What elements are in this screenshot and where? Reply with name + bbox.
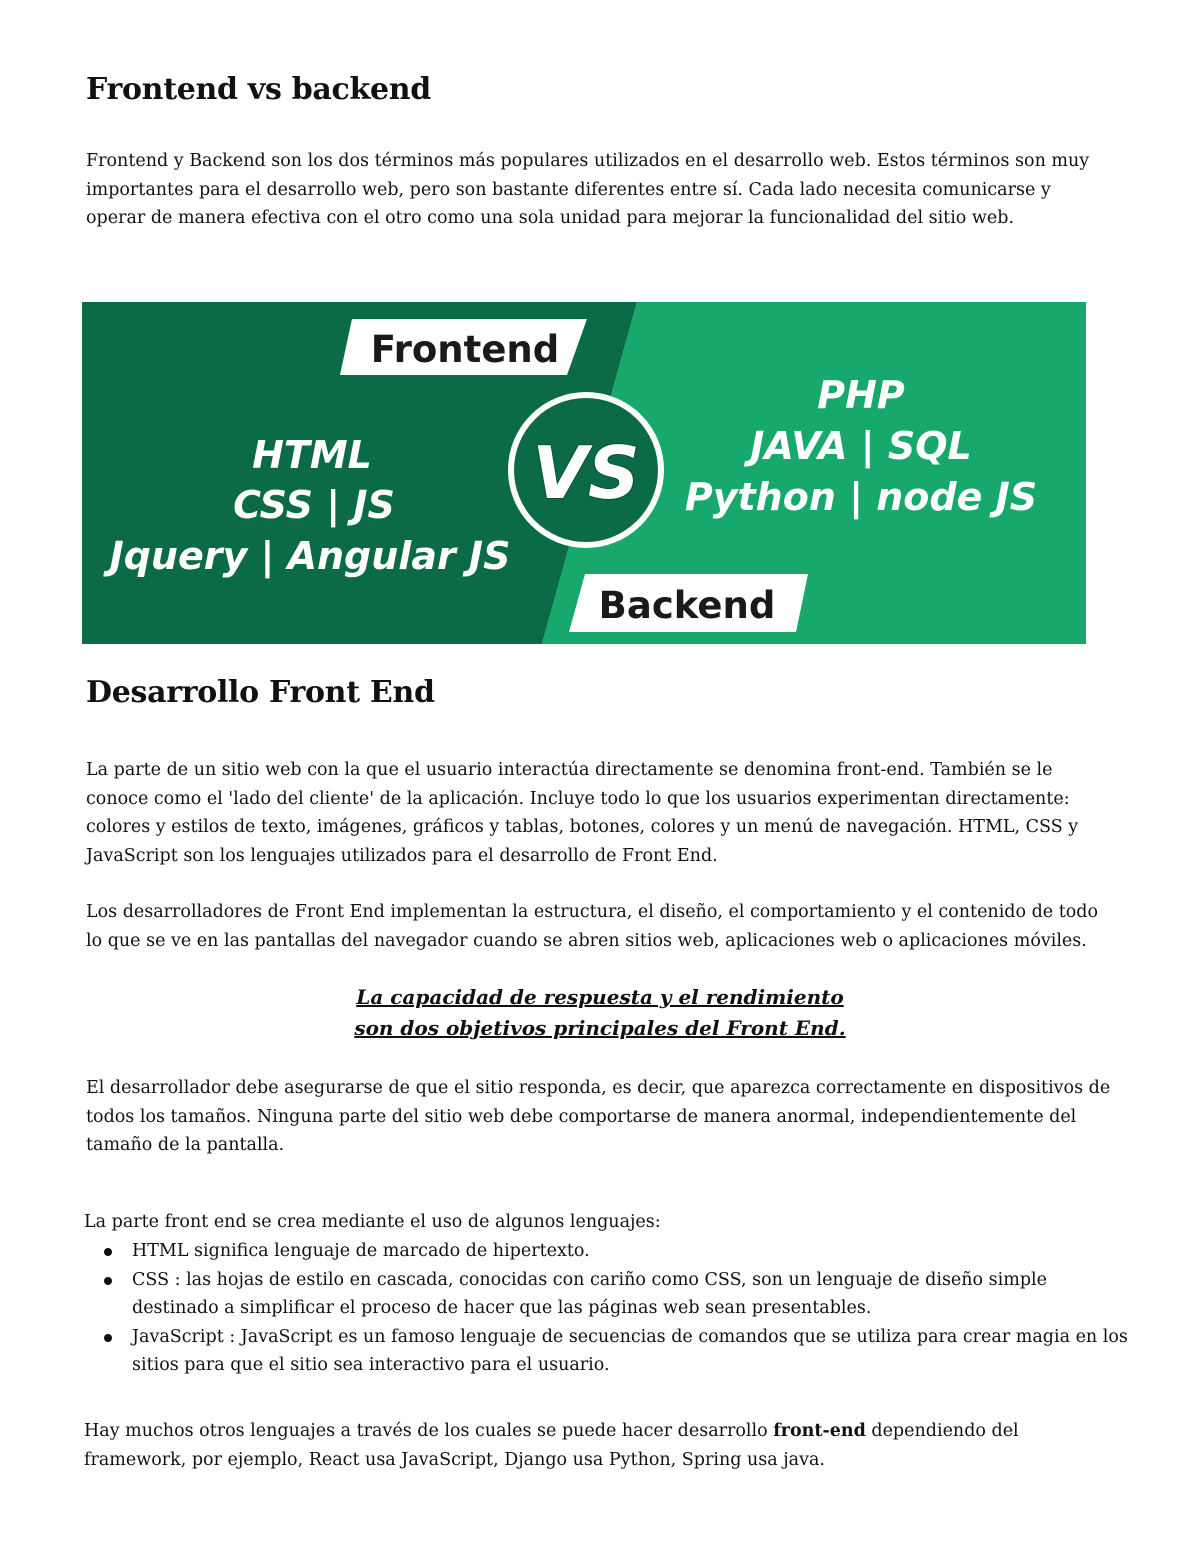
frontend-developers-paragraph: Los desarrolladores de Front End implementan la estructura, el diseño, el comportamiento y el contenido de todo lo que se ve en las pantallas del navegador cuando se abren sitios web, aplicaciones web o aplicaciones móviles. [86, 902, 1099, 951]
heading-desarrollo-front-end: Desarrollo Front End [86, 675, 435, 710]
backend-tech-line-3: Python | node JS [684, 475, 1038, 519]
list-item [104, 1323, 1134, 1380]
final-text-bold: front-end [773, 1421, 866, 1441]
vs-label: VS [532, 431, 640, 515]
bullet-icon [104, 1248, 112, 1256]
frontend-tech-line-1: HTML [252, 433, 372, 477]
bullet-icon [104, 1334, 112, 1342]
languages-list [104, 1237, 1134, 1380]
backend-tag-label: Backend [598, 584, 776, 627]
heading-frontend-vs-backend: Frontend vs backend [86, 72, 431, 107]
backend-tech-line-2: JAVA | SQL [750, 424, 972, 468]
list-item-text: CSS : las hojas de estilo en cascada, conocidas con cariño como CSS, son un lenguaje de diseño simple destinado a simplificar el proceso de hacer que las páginas web sean presentables. [132, 1269, 1047, 1318]
bullet-icon [104, 1277, 112, 1285]
final-text-after: dependiendo del framework, por ejemplo, React usa JavaScript, Django usa Python, Spring usa java. [84, 1421, 1019, 1470]
frontend-definition-paragraph: La parte de un sitio web con la que el usuario interactúa directamente se denomina front-end. También se le conoce como el 'lado del cliente' de la aplicación. Incluye todo lo que los usuarios experimentan directamente: colores y estilos de texto, imágenes, gráficos y tablas, botones, colores y un menú de navegación. HTML, CSS y JavaScript son los lenguajes utilizados para el desarrollo de Front End. [86, 760, 1079, 866]
responsive-paragraph: El desarrollador debe asegurarse de que el sitio responda, es decir, que aparezca correctamente en dispositivos de todos los tamaños. Ninguna parte del sitio web debe comportarse de manera anormal, independientemente del tamaño de la pantalla. [86, 1078, 1111, 1155]
list-item [104, 1266, 1134, 1323]
frontend-tag-label: Frontend [370, 328, 560, 371]
list-item [104, 1237, 1134, 1266]
backend-tech-line-1: PHP [817, 373, 905, 417]
banner-graphic [82, 302, 1086, 644]
final-text-before: Hay muchos otros lenguajes a través de los cuales se puede hacer desarrollo [84, 1421, 774, 1441]
highlight-quote-line-1: La capacidad de respuesta y el rendimiento [356, 985, 844, 1009]
highlight-quote-line-2: son dos objetivos principales del Front End. [354, 1016, 846, 1040]
list-item-text: HTML significa lenguaje de marcado de hipertexto. [132, 1241, 590, 1261]
final-paragraph [84, 1417, 1089, 1474]
list-item-text: JavaScript : JavaScript es un famoso lenguaje de secuencias de comandos que se utiliza para crear magia en los sitios para que el sitio sea interactivo para el usuario. [132, 1326, 1128, 1375]
list-intro: La parte front end se crea mediante el uso de algunos lenguajes: [84, 1212, 661, 1232]
frontend-vs-backend-banner [82, 302, 1086, 644]
frontend-tech-line-2: CSS | JS [233, 483, 395, 527]
frontend-tech-line-3: Jquery | Angular JS [109, 534, 511, 578]
intro-paragraph: Frontend y Backend son los dos términos más populares utilizados en el desarrollo web. Estos términos son muy importantes para el desarrollo web, pero son bastante diferentes entre sí. Cada lado necesita comunicarse y operar de manera efectiva con el otro como una sola unidad para mejorar la funcionalidad del sitio web. [86, 151, 1090, 228]
